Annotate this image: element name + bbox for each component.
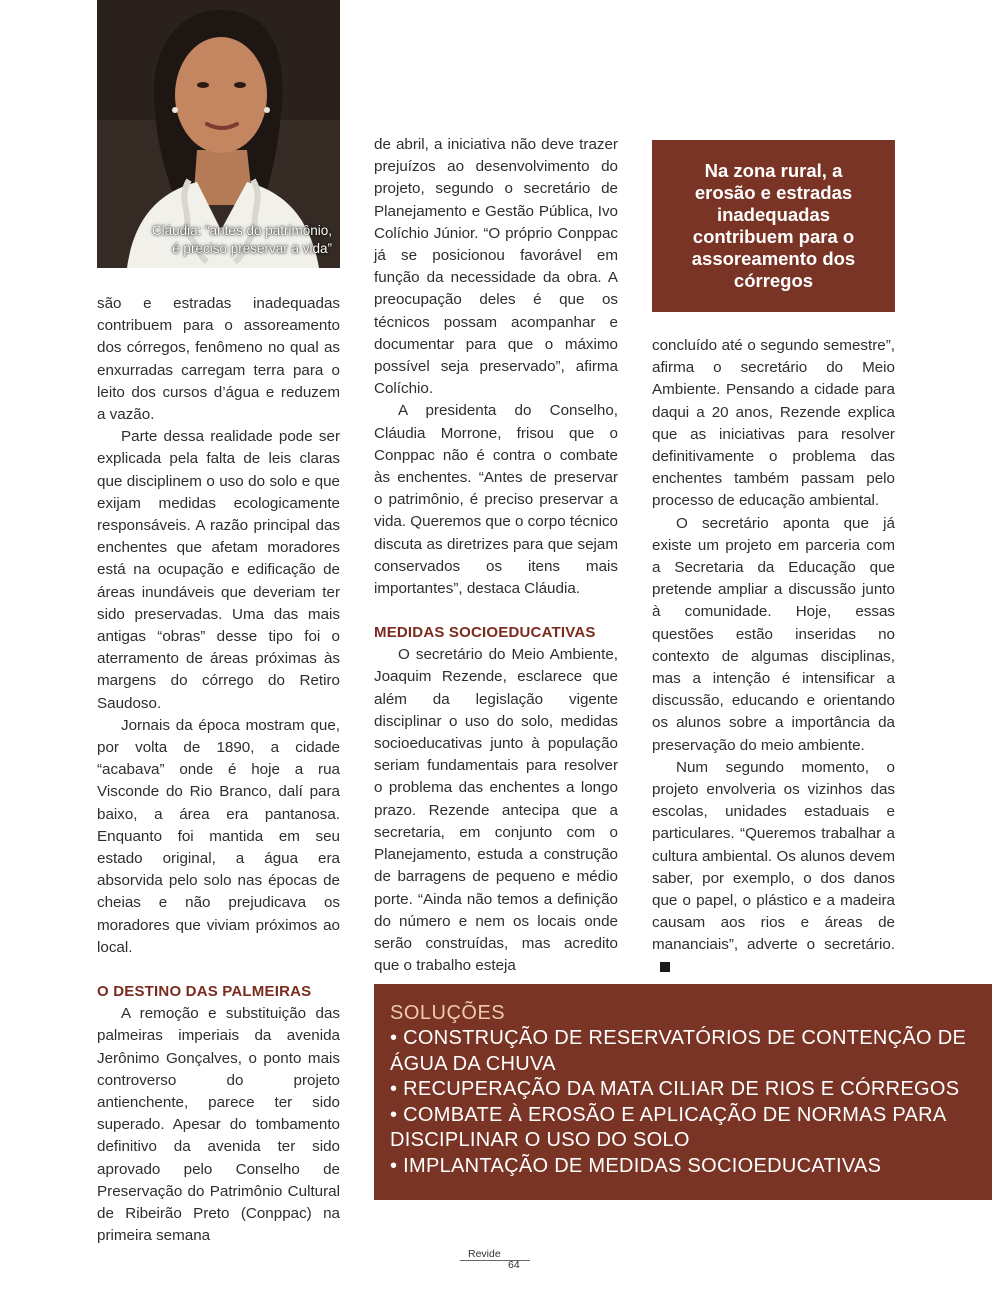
text-column-2: [374, 134, 618, 977]
caption-line-2: é preciso preservar a vida”: [172, 241, 332, 256]
pull-quote-text: Na zona rural, a erosão e estradas inadequadas contribuem para o assoreamento dos córregos: [691, 160, 856, 291]
paragraph: O secretário do Meio Ambiente, Joaquim Rezende, esclarece que além da legislação vigente disciplinar o uso do solo, medidas socioeducativas junto à população seriam fundamentais para resolver o problema das enchentes a longo prazo. Rezende antecipa que a secretaria, em conjunto com o Planejamento, estuda a construção de barragens de pequeno e médio porte. “Ainda não temos a definição do número e nem os locais onde serão construídas, mas acredito que o trabalho esteja: [374, 646, 618, 975]
end-of-article-mark: [660, 962, 670, 972]
text-column-1: [97, 293, 340, 1247]
paragraph: Jornais da época mostram que, por volta de 1890, a cidade “acabava” onde é hoje a rua Visconde do Rio Branco, dalí para baixo, a área era pantanosa. Enquanto foi mantida em seu estado original, a água era absorvida pelo solo nas épocas de cheias e não prejudicava os moradores que viviam próximos ao local.: [97, 716, 340, 956]
paragraph: A presidenta do Conselho, Cláudia Morrone, frisou que o Conppac não é contra o combate às enchentes. “Antes de preservar o patrimônio, é preciso preservar a vida. Queremos que o corpo técnico discuta as diretrizes para que sejam conservados os itens mais importantes”, destaca Cláudia.: [374, 402, 618, 598]
solutions-box: [374, 984, 992, 1200]
paragraph: [652, 757, 895, 979]
portrait-photo: [97, 0, 340, 268]
caption-line-1: Cláudia: “antes do patrimônio,: [151, 223, 332, 238]
paragraph: concluído até o segundo semestre”, afirma o secretário do Meio Ambiente. Pensando a cidade para daqui a 20 anos, Rezende explica que as iniciativas para resolver definitivamente o problema das enchentes também passam pelo processo de educação ambiental.: [652, 337, 895, 510]
section-heading: O DESTINO DAS PALMEIRAS: [97, 983, 312, 1001]
solution-item: • CONSTRUÇÃO DE RESERVATÓRIOS DE CONTENÇÃO DE ÁGUA DA CHUVA: [390, 1027, 967, 1075]
page-footer: [460, 1248, 532, 1272]
photo-caption: [102, 222, 332, 258]
solution-item: • COMBATE À EROSÃO E APLICAÇÃO DE NORMAS PARA DISCIPLINAR O USO DO SOLO: [390, 1103, 946, 1151]
solutions-title: SOLUÇÕES: [390, 1002, 506, 1024]
text-column-3: [652, 335, 895, 979]
paragraph: Parte dessa realidade pode ser explicada pela falta de leis claras que disciplinem o uso do solo e que exijam medidas ecologicamente responsáveis. A razão principal das enchentes que afetam moradores está na ocupação e edificação de áreas inundáveis que deveriam ter sido preservadas. Uma das mais antigas “obras” desse tipo foi o aterramento de áreas próximas às margens do córrego do Retiro Saudoso.: [97, 428, 340, 712]
paragraph: A remoção e substituição das palmeiras imperiais da avenida Jerônimo Gonçalves, o ponto mais controverso do projeto antienchente, parece ter sido superado. Apesar do tombamento definitivo da avenida ter sido aprovado pelo Conselho de Preservação do Patrimônio Cultural de Ribeirão Preto (Conppac) na primeira semana: [97, 1005, 340, 1245]
paragraph: O secretário aponta que já existe um projeto em parceria com a Secretaria da Educação que pretende ampliar a discussão junto à comunidade. Hoje, essas questões estão inseridas no contexto de algumas disciplinas, mas a intenção é intensificar a discussão, educando e orientando os alunos sobre a importância da preservação do meio ambiente.: [652, 514, 895, 754]
section-heading: MEDIDAS SOCIOEDUCATIVAS: [374, 624, 596, 642]
page-number: 64: [508, 1259, 520, 1271]
paragraph: de abril, a iniciativa não deve trazer prejuízos ao desenvolvimento do projeto, segundo o secretário de Planejamento e Gestão Pública, Ivo Colíchio Júnior. “O próprio Conppac já se posicionou favorável em função da necessidade da obra. A preocupação deles é que os técnicos possam acompanhar e documentar para que o máximo possível seja preservado”, afirma Colíchio.: [374, 136, 618, 398]
solution-item: • RECUPERAÇÃO DA MATA CILIAR DE RIOS E CÓRREGOS: [390, 1078, 960, 1100]
magazine-name: Revide: [468, 1248, 501, 1260]
pull-quote: [652, 140, 895, 312]
paragraph-text: Num segundo momento, o projeto envolveria os vizinhos das escolas, unidades estaduais e particulares. “Queremos trabalhar a cultura ambiental. Os alunos devem saber, por exemplo, o dos danos que o papel, o plástico e a madeira causam aos rios e áreas de mananciais”, adverte o secretário.: [652, 758, 895, 954]
solution-item: • IMPLANTAÇÃO DE MEDIDAS SOCIOEDUCATIVAS: [390, 1154, 882, 1177]
paragraph: são e estradas inadequadas contribuem para o assoreamento dos córregos, fenômeno no qual as enxurradas carregam terra para o leito dos cursos d’água e reduzem a vazão.: [97, 295, 340, 424]
